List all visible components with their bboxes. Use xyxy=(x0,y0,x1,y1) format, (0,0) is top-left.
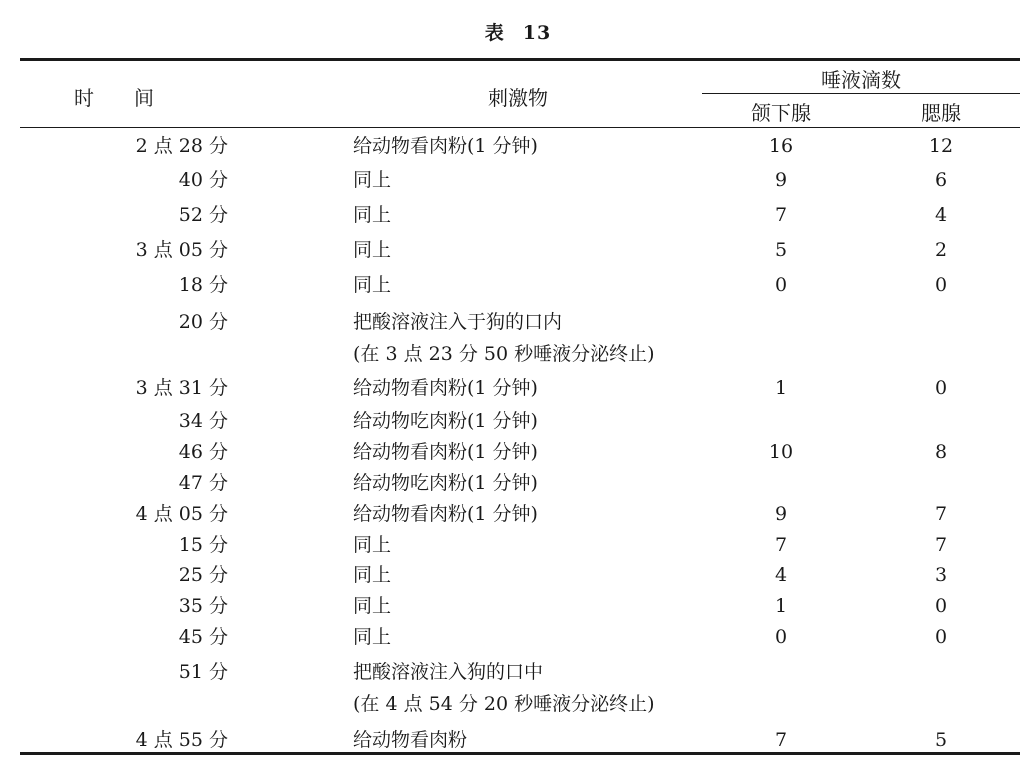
cell-submandibular-drops: 1 xyxy=(774,595,788,617)
top-rule xyxy=(20,58,1020,61)
cell-time: 4 点 55 分 xyxy=(135,729,228,751)
cell-stimulus: 同上 xyxy=(353,274,392,296)
cell-submandibular-drops: 1 xyxy=(774,377,788,399)
cell-time: 35 分 xyxy=(178,595,228,617)
cell-submandibular-drops: 7 xyxy=(774,204,788,226)
cell-time: 40 分 xyxy=(178,169,228,191)
cell-submandibular-drops: 10 xyxy=(768,441,794,463)
cell-parotid-drops: 2 xyxy=(934,239,948,261)
cell-submandibular-drops: 5 xyxy=(774,239,788,261)
cell-time: 45 分 xyxy=(178,626,228,648)
cell-submandibular-drops: 16 xyxy=(768,135,794,157)
header-parotid: 腮腺 xyxy=(921,101,961,125)
table-title-label: 表 xyxy=(484,22,505,44)
cell-parotid-drops: 7 xyxy=(934,534,948,556)
cell-submandibular-drops: 7 xyxy=(774,534,788,556)
cell-parotid-drops: 0 xyxy=(934,626,948,648)
cell-stimulus: 把酸溶液注入于狗的口内 xyxy=(353,311,563,333)
cell-submandibular-drops: 9 xyxy=(774,503,788,525)
cell-parotid-drops: 0 xyxy=(934,274,948,296)
bottom-rule xyxy=(20,752,1020,755)
header-time: 时 间 xyxy=(74,86,154,110)
cell-submandibular-drops: 0 xyxy=(774,274,788,296)
cell-time: 20 分 xyxy=(178,311,228,333)
cell-time: 15 分 xyxy=(178,534,228,556)
cell-stimulus: 同上 xyxy=(353,534,392,556)
cell-parotid-drops: 0 xyxy=(934,377,948,399)
cell-time: 52 分 xyxy=(178,204,228,226)
header-stimulus: 刺激物 xyxy=(488,86,548,110)
cell-stimulus: 给动物看肉粉 xyxy=(353,729,468,751)
cell-stimulus: 把酸溶液注入狗的口中 xyxy=(353,661,544,683)
cell-stimulus: 给动物看肉粉(1 分钟) xyxy=(353,441,538,463)
cell-stimulus: 同上 xyxy=(353,169,392,191)
cell-time: 3 点 31 分 xyxy=(135,377,228,399)
cell-stimulus: 给动物吃肉粉(1 分钟) xyxy=(353,472,538,494)
cell-stimulus: 同上 xyxy=(353,564,392,586)
cell-stimulus: 同上 xyxy=(353,626,392,648)
cell-time: 2 点 28 分 xyxy=(135,135,228,157)
cell-stimulus: 给动物看肉粉(1 分钟) xyxy=(353,377,538,399)
cell-stimulus: 给动物看肉粉(1 分钟) xyxy=(353,135,538,157)
header-submandibular: 颌下腺 xyxy=(751,101,811,125)
cell-submandibular-drops: 7 xyxy=(774,729,788,751)
cell-time: 47 分 xyxy=(178,472,228,494)
cell-time: 46 分 xyxy=(178,441,228,463)
cell-time: 34 分 xyxy=(178,410,228,432)
cell-parotid-drops: 3 xyxy=(934,564,948,586)
cell-parotid-drops: 7 xyxy=(934,503,948,525)
cell-stimulus: 给动物吃肉粉(1 分钟) xyxy=(353,410,538,432)
cell-stimulus: 给动物看肉粉(1 分钟) xyxy=(353,503,538,525)
cell-stimulus: 同上 xyxy=(353,595,392,617)
cell-submandibular-drops: 9 xyxy=(774,169,788,191)
table-number: 13 xyxy=(522,22,552,44)
cell-parotid-drops: 12 xyxy=(928,135,954,157)
cell-time: 51 分 xyxy=(178,661,228,683)
cell-time: 4 点 05 分 xyxy=(135,503,228,525)
cell-time: 18 分 xyxy=(178,274,228,296)
group-header-rule xyxy=(702,93,1020,94)
cell-parotid-drops: 5 xyxy=(934,729,948,751)
cell-submandibular-drops: 0 xyxy=(774,626,788,648)
cell-parotid-drops: 8 xyxy=(934,441,948,463)
cell-time: 3 点 05 分 xyxy=(135,239,228,261)
header-saliva-drops: 唾液滴数 xyxy=(821,68,901,92)
cell-parotid-drops: 0 xyxy=(934,595,948,617)
cell-stimulus-note: (在 3 点 23 分 50 秒唾液分泌终止) xyxy=(353,343,655,365)
cell-parotid-drops: 4 xyxy=(934,204,948,226)
cell-stimulus: 同上 xyxy=(353,204,392,226)
cell-parotid-drops: 6 xyxy=(934,169,948,191)
cell-stimulus-note: (在 4 点 54 分 20 秒唾液分泌终止) xyxy=(353,693,655,715)
table-title xyxy=(0,18,1036,45)
header-rule xyxy=(20,127,1020,128)
cell-stimulus: 同上 xyxy=(353,239,392,261)
cell-submandibular-drops: 4 xyxy=(774,564,788,586)
cell-time: 25 分 xyxy=(178,564,228,586)
